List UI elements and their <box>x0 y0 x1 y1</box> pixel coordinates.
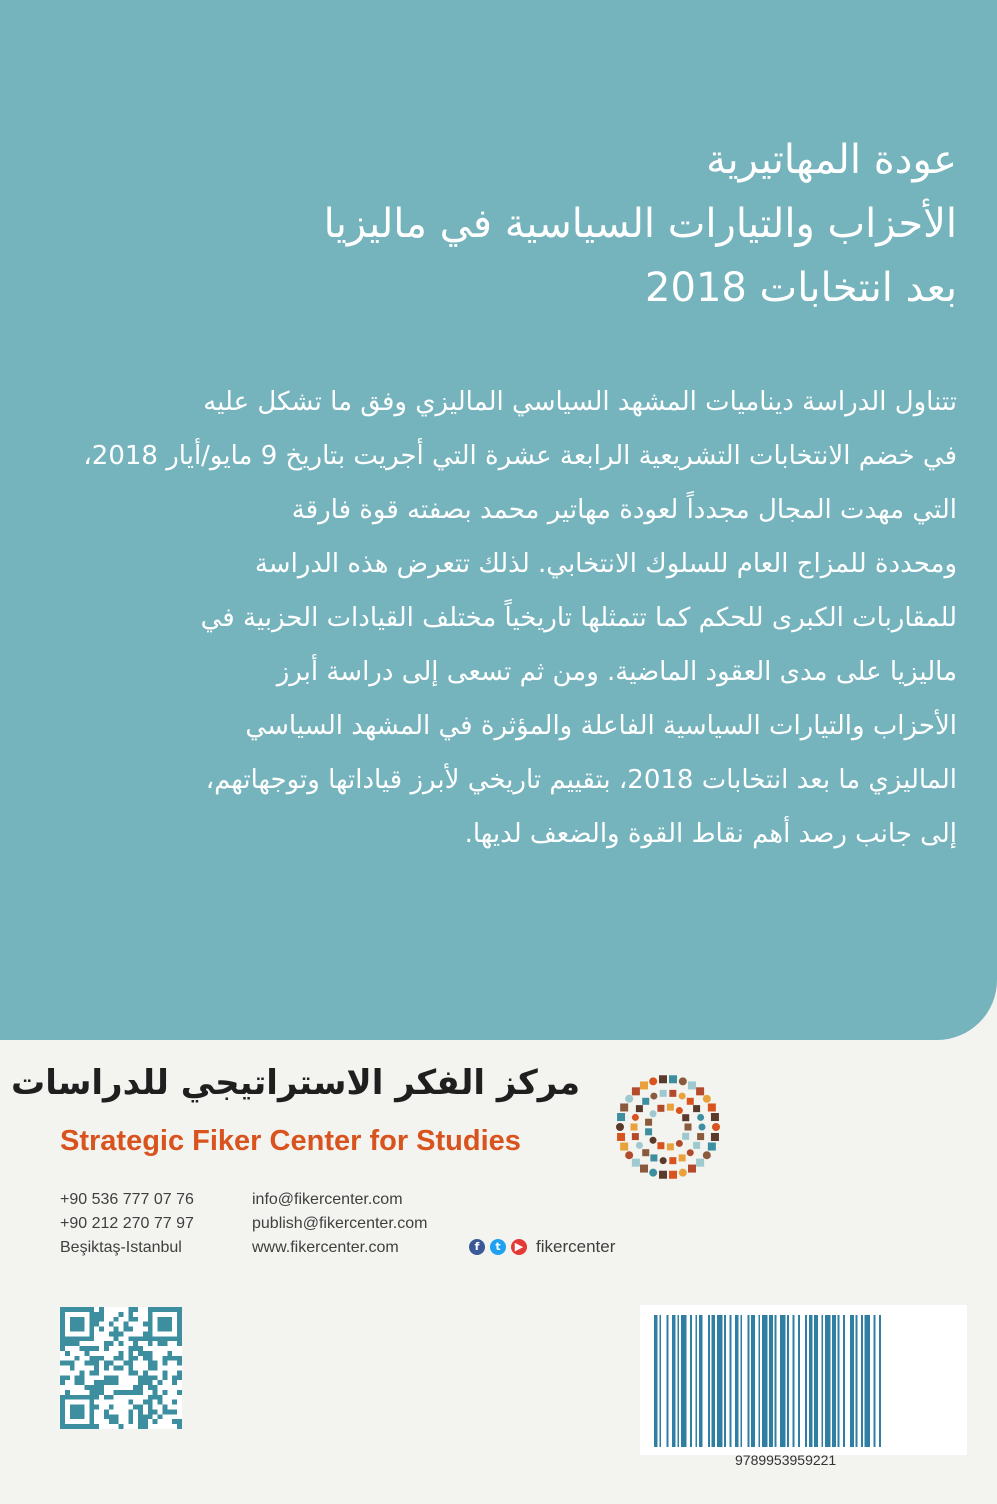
description-line: للمقاربات الكبرى للحكم كما تتمثلها تاريخياً مختلف القيادات الحزبية في <box>200 603 957 633</box>
description-line: تتناول الدراسة ديناميات المشهد السياسي الماليزي وفق ما تشكل عليه <box>203 387 957 417</box>
facebook-icon[interactable]: f <box>469 1239 485 1255</box>
description-line: الماليزي ما بعد انتخابات 2018، بتقييم تاريخي لأبرز قياداتها وتوجهاتهم، <box>205 765 957 795</box>
isbn-number: 9789953959221 <box>735 1452 837 1468</box>
social-handle: fikercenter <box>536 1237 616 1256</box>
description-line: الأحزاب والتيارات السياسية الفاعلة والمؤثرة في المشهد السياسي <box>245 711 957 741</box>
website-link[interactable]: www.fikercenter.com <box>252 1239 399 1256</box>
book-title <box>50 128 957 320</box>
email-info[interactable]: info@fikercenter.com <box>252 1191 403 1208</box>
youtube-icon[interactable]: ▶ <box>511 1239 527 1255</box>
twitter-icon[interactable]: t <box>490 1239 506 1255</box>
contact-web <box>252 1188 427 1260</box>
phone-2: +90 212 270 77 97 <box>60 1215 194 1232</box>
title-line-2: الأحزاب والتيارات السياسية في ماليزيا <box>323 201 957 247</box>
description-line: إلى جانب رصد أهم نقاط القوة والضعف لديها. <box>464 819 957 849</box>
title-line-3: بعد انتخابات 2018 <box>645 265 957 311</box>
publisher-logo <box>596 1067 754 1185</box>
description-line: في خضم الانتخابات التشريعية الرابعة عشرة التي أجريت بتاريخ 9 مايو/أيار 2018، <box>83 441 957 471</box>
location: Beşiktaş-Istanbul <box>60 1239 182 1256</box>
description-line: التي مهدت المجال مجدداً لعودة مهاتير محمد بصفته قوة فارقة <box>291 495 957 525</box>
publisher-name-english: Strategic Fiker Center for Studies <box>60 1125 521 1157</box>
book-description <box>50 375 957 861</box>
phone-1: +90 536 777 07 76 <box>60 1191 194 1208</box>
title-line-1: عودة المهاتيرية <box>706 137 957 183</box>
social-links <box>469 1237 615 1257</box>
barcode <box>640 1305 967 1455</box>
qr-code <box>60 1307 182 1429</box>
description-line: ماليزيا على مدى العقود الماضية. ومن ثم تسعى إلى دراسة أبرز <box>276 657 957 687</box>
email-publish[interactable]: publish@fikercenter.com <box>252 1215 428 1232</box>
description-line: ومحددة للمزاج العام للسلوك الانتخابي. لذلك تتعرض هذه الدراسة <box>254 549 957 579</box>
contact-phones <box>60 1188 194 1260</box>
publisher-name-arabic: مركز الفكر الاستراتيجي للدراسات <box>11 1063 580 1103</box>
